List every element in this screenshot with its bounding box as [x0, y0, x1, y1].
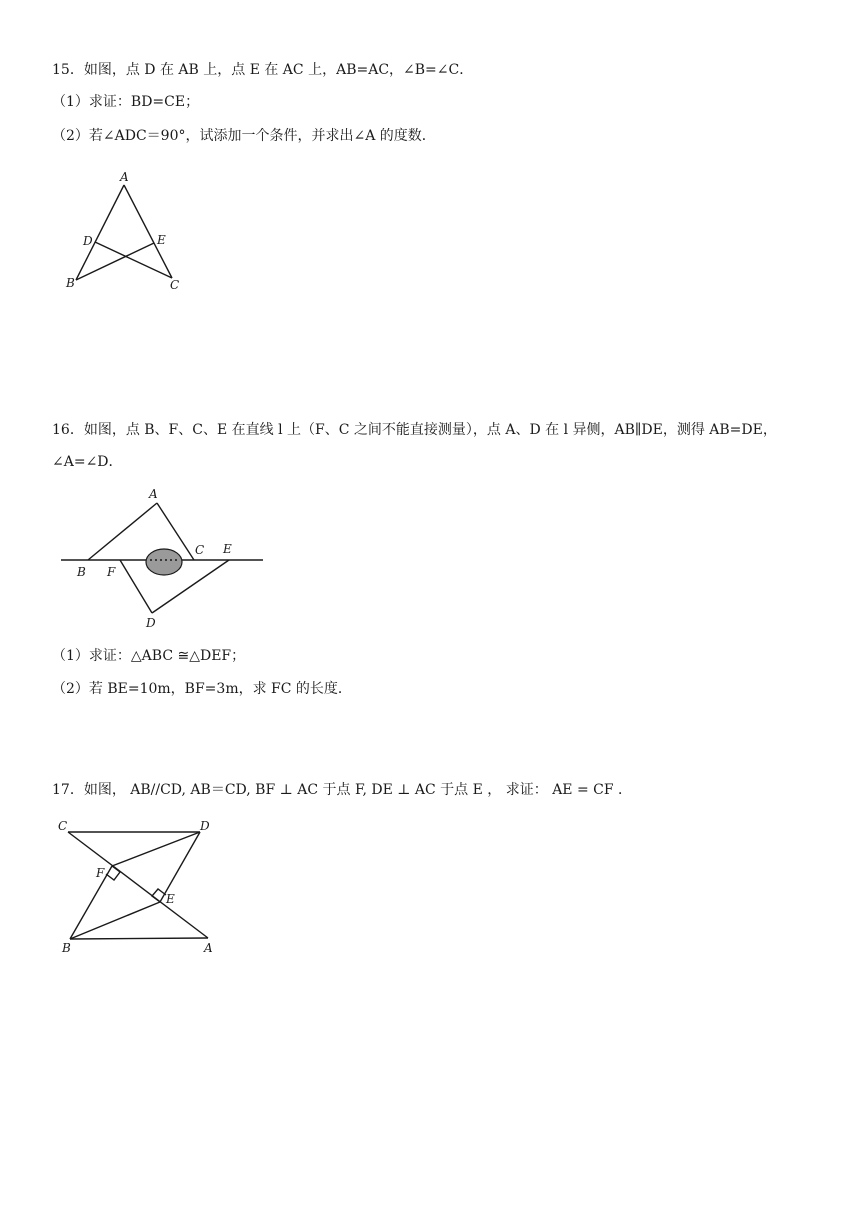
q16-segment-AB	[88, 503, 157, 560]
q17-segment-BA	[70, 938, 208, 939]
q15-label-a: A	[120, 170, 129, 184]
q16-obstacle	[146, 549, 182, 575]
q16-part2: （2）若 BE=10m，BF=3m，求 FC 的长度．	[52, 681, 352, 697]
q16-stem-line1: 16．如图，点 B、F、C、E 在直线 l 上（F、C 之间不能直接测量），点 A、D 在 l 异侧，AB∥DE，测得 AB=DE，	[52, 422, 777, 438]
q15-part1: （1）求证：BD=CE；	[52, 94, 200, 110]
q17-label-d: D	[200, 819, 210, 833]
q15-stem: 15．如图，点 D 在 AB 上，点 E 在 AC 上，AB=AC，∠B=∠C．	[52, 62, 474, 78]
q16-label-a: A	[149, 487, 158, 501]
q17-label-f: F	[96, 866, 105, 880]
q15-segment-AC	[124, 185, 172, 278]
q15-label-b: B	[66, 276, 75, 290]
q17-label-c: C	[58, 819, 68, 833]
q15-part2: （2）若∠ADC＝90°，试添加一个条件，并求出∠A 的度数．	[52, 128, 436, 144]
q16-label-c: C	[195, 543, 205, 557]
q17-figure	[52, 814, 232, 964]
q15-segment-EB	[76, 243, 154, 280]
q17-segment-CA	[68, 832, 208, 938]
q17-segment-DF	[112, 832, 200, 866]
q15-label-d: D	[83, 234, 93, 248]
q17-segment-EB	[70, 902, 160, 939]
q15-figure	[60, 165, 200, 300]
q16-part1: （1）求证：△ABC ≅△DEF；	[52, 648, 246, 664]
q17-label-a: A	[204, 941, 213, 955]
q15-label-e: E	[157, 233, 166, 247]
q17-stem: 17．如图， AB//CD, AB＝CD, BF ⊥ AC 于点 F, DE ⊥ AC 于点 E ， 求证： AE = CF ．	[52, 782, 633, 798]
q16-label-f: F	[107, 565, 116, 579]
q16-stem-line2: ∠A=∠D．	[52, 454, 123, 470]
q15-segment-AB	[76, 185, 124, 280]
q16-label-e: E	[223, 542, 232, 556]
q17-segment-FB	[70, 866, 112, 939]
q16-label-b: B	[77, 565, 86, 579]
q17-label-e: E	[166, 892, 175, 906]
q15-label-c: C	[170, 278, 180, 292]
q16-label-d: D	[146, 616, 156, 630]
q17-label-b: B	[62, 941, 71, 955]
q16-figure	[55, 480, 275, 630]
q16-segment-FD	[120, 560, 152, 613]
q15-segment-DC	[95, 242, 172, 278]
